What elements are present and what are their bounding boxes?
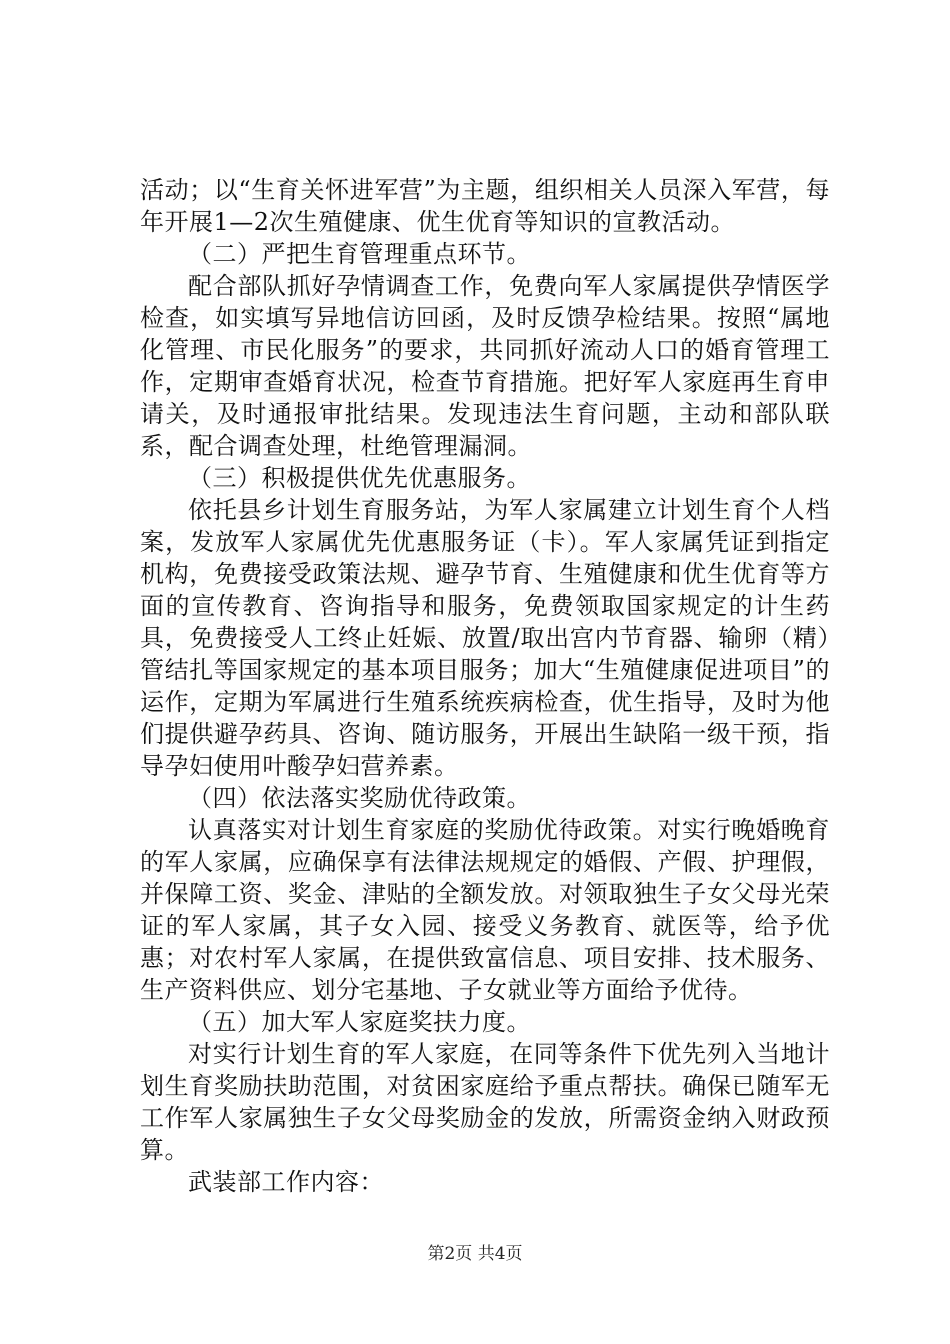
document-body xyxy=(140,174,830,1198)
page-footer: 第2页 共4页 xyxy=(427,1244,523,1264)
paragraph-policy: 认真落实对计划生育家庭的奖励优待政策。对实行晚婚晚育的军人家属，应确保享有法律法规规定的婚假、产假、护理假，并保障工资、奖金、津贴的全额发放。对领取独生子女父母光荣证的军人家属，其子女入园、接受义务教育、就医等，给予优惠；对农村军人家属，在提供致富信息、项目安排、技术服务、生产资料供应、划分宅基地、子女就业等方面给予优待。 xyxy=(140,816,830,1004)
paragraph-continuation: 活动；以“生育关怀进军营”为主题，组织相关人员深入军营，每年开展1—2次生殖健康、优生优育等知识的宣教活动。 xyxy=(140,176,830,236)
section-heading-2: （二）严把生育管理重点环节。 xyxy=(188,240,531,268)
paragraph-armed-forces-heading: 武装部工作内容： xyxy=(188,1168,384,1196)
section-heading-5: （五）加大军人家庭奖扶力度。 xyxy=(188,1008,531,1036)
paragraph-support: 对实行计划生育的军人家庭，在同等条件下优先列入当地计划生育奖励扶助范围，对贫困家庭给予重点帮扶。确保已随军无工作军人家属独生子女父母奖励金的发放，所需资金纳入财政预算。 xyxy=(140,1040,830,1164)
section-heading-3: （三）积极提供优先优惠服务。 xyxy=(188,464,531,492)
paragraph-services: 依托县乡计划生育服务站，为军人家属建立计划生育个人档案，发放军人家属优先优惠服务证（卡）。军人家属凭证到指定机构，免费接受政策法规、避孕节育、生殖健康和优生优育等方面的宣传教育、咨询指导和服务，免费领取国家规定的计生药具，免费接受人工终止妊娠、放置/取出宫内节育器、输卵（精）管结扎等国家规定的基本项目服务；加大“生殖健康促进项目”的运作，定期为军属进行生殖系统疾病检查，优生指导，及时为他们提供避孕药具、咨询、随访服务，开展出生缺陷一级干预，指导孕妇使用叶酸孕妇营养素。 xyxy=(140,496,830,780)
paragraph-management: 配合部队抓好孕情调查工作，免费向军人家属提供孕情医学检查，如实填写异地信访回函，及时反馈孕检结果。按照“属地化管理、市民化服务”的要求，共同抓好流动人口的婚育管理工作，定期审查婚育状况，检查节育措施。把好军人家庭再生育申请关，及时通报审批结果。发现违法生育问题，主动和部队联系，配合调查处理，杜绝管理漏洞。 xyxy=(140,272,830,460)
section-heading-4: （四）依法落实奖励优待政策。 xyxy=(188,784,531,812)
